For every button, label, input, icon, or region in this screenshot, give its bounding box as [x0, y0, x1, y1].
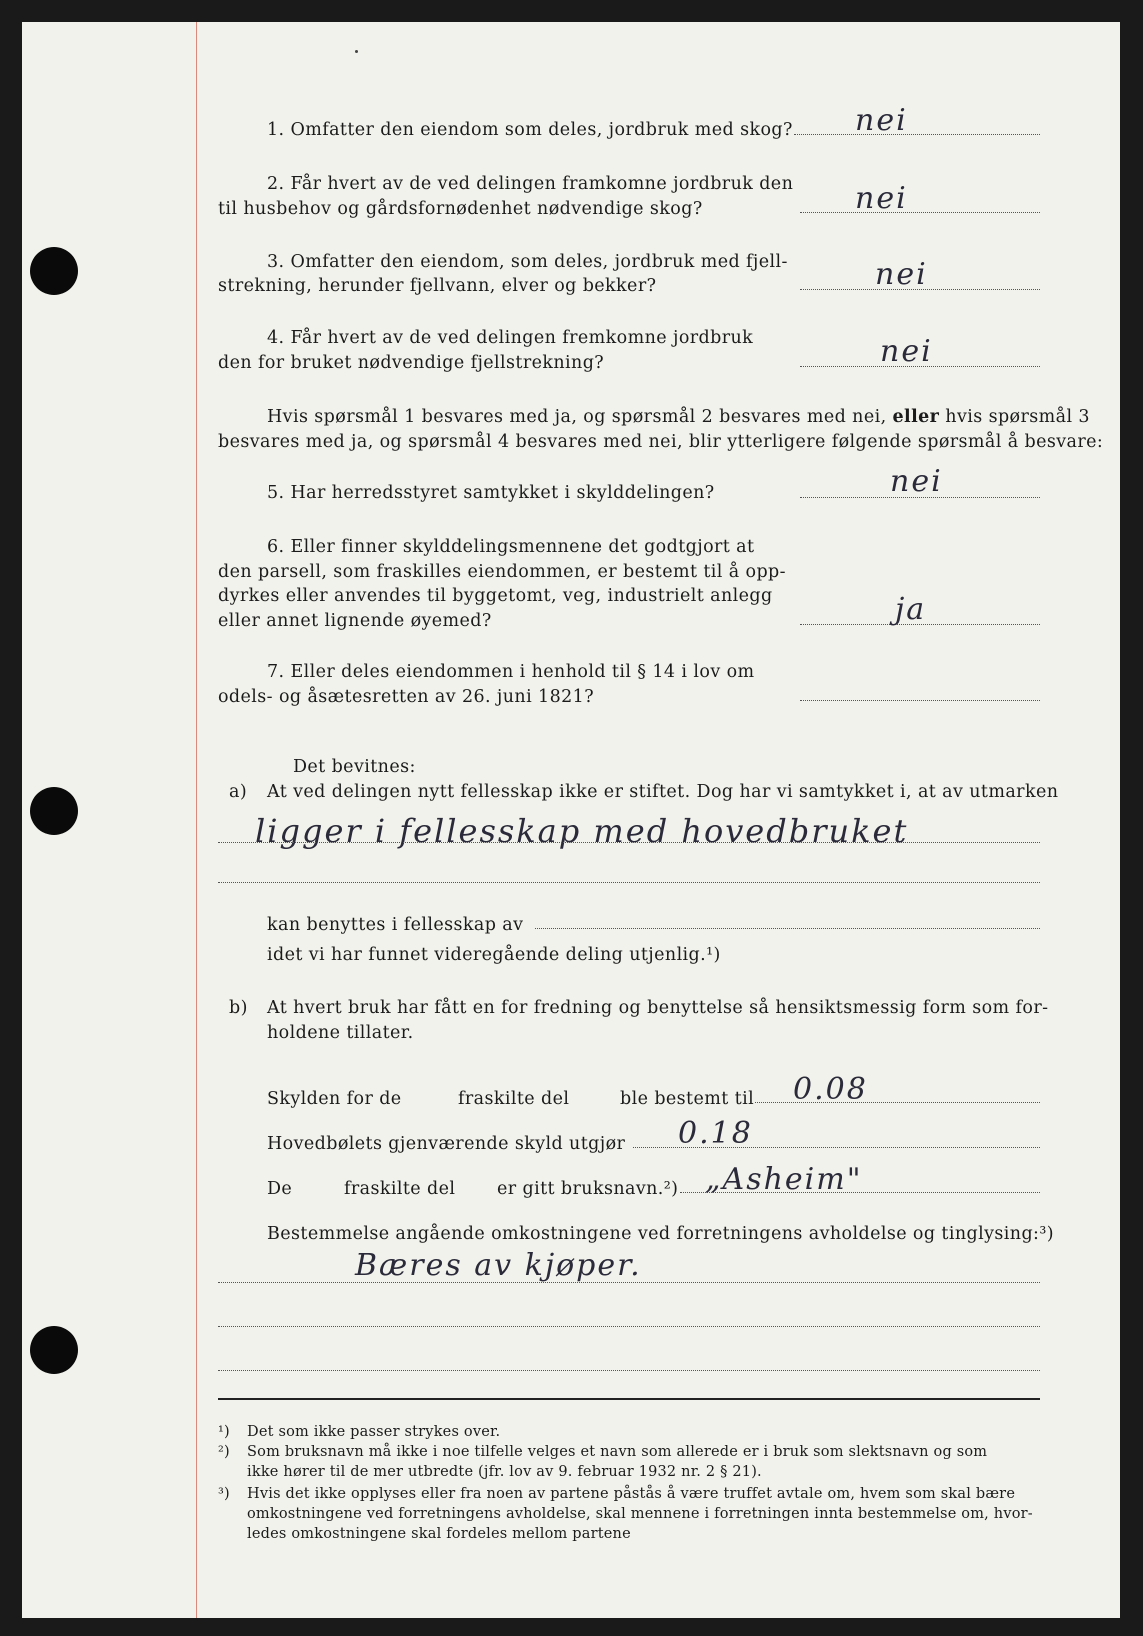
condition-bold-eller: eller — [892, 407, 940, 427]
question-2-line-2: til husbehov og gårdsfornødenhet nødvendige skog? — [218, 199, 703, 219]
condition-text-a: Hvis spørsmål 1 besvares med ja, og spørsmål 2 besvares med nei, — [267, 407, 887, 427]
answer-4: nei — [880, 334, 933, 369]
condition-text-b: hvis spørsmål 3 — [945, 407, 1090, 427]
margin-line — [196, 22, 197, 1618]
attest-a-text: At ved delingen nytt fellesskap ikke er stiftet. Dog har vi samtykket i, at av utmarken — [267, 782, 1059, 802]
question-1: 1. Omfatter den eiendom som deles, jordbruk med skog? — [267, 120, 793, 140]
punch-hole-top — [30, 247, 78, 295]
footnote-3-mark: ³) — [218, 1486, 230, 1502]
question-6-line-1: 6. Eller finner skylddelingsmennene det godtgjort at — [267, 537, 755, 557]
answer-3: nei — [875, 257, 928, 292]
omkostning-line-2 — [218, 1326, 1040, 1327]
punch-hole-bottom — [30, 1326, 78, 1374]
question-6-line-3: dyrkes eller anvendes til byggetomt, veg, industrielt anlegg — [218, 586, 773, 606]
question-3-line-1: 3. Omfatter den eiendom, som deles, jordbruk med fjell- — [267, 252, 788, 272]
footnote-3-line-1: Hvis det ikke opplyses eller fra noen av partene påstås å være truffet avtale om, hvem som skal bære — [247, 1486, 1016, 1502]
hovedbol-label: Hovedbølets gjenværende skyld utgjør — [267, 1134, 626, 1154]
footnote-rule — [218, 1398, 1040, 1400]
question-4-line-1: 4. Får hvert av de ved delingen fremkomne jordbruk — [267, 328, 754, 348]
skyld-label-c: ble bestemt til — [620, 1089, 755, 1109]
answer-2: nei — [855, 181, 908, 216]
bruksnavn-label-b: fraskilte del — [344, 1179, 456, 1199]
hovedbol-value: 0.18 — [678, 1116, 753, 1151]
attest-b-line-2: holdene tillater. — [267, 1023, 414, 1043]
question-4-line-2: den for bruket nødvendige fjellstrekning? — [218, 353, 605, 373]
footnote-1: Det som ikke passer strykes over. — [247, 1424, 501, 1440]
answer-5: nei — [890, 464, 943, 499]
question-6-line-2: den parsell, som fraskilles eiendommen, er bestemt til å opp- — [218, 562, 786, 582]
punch-hole-middle — [30, 787, 78, 835]
bruksnavn-value: „Asheim" — [705, 1162, 863, 1197]
footnote-3-line-2: omkostningene ved forretningens avholdelse, skal mennene i forretningen innta bestemmelse om, hvor- — [247, 1506, 1033, 1522]
bruksnavn-label-c: er gitt bruksnavn.²) — [497, 1179, 679, 1199]
question-7-line-1: 7. Eller deles eiendommen i henhold til § 14 i lov om — [267, 662, 755, 682]
answer-line-1 — [794, 134, 1040, 135]
attest-b-line-1: At hvert bruk har fått en for fredning og benyttelse så hensiktsmessig form som for- — [267, 998, 1049, 1018]
answer-6: ja — [895, 592, 927, 627]
skyld-label-b: fraskilte del — [458, 1089, 570, 1109]
question-6-line-4: eller annet lignende øyemed? — [218, 611, 492, 631]
attest-a-line-2-text: kan benyttes i fellesskap av — [267, 915, 524, 935]
question-5: 5. Har herredsstyret samtykket i skylddelingen? — [267, 483, 715, 503]
question-3-line-2: strekning, herunder fjellvann, elver og bekker? — [218, 276, 657, 296]
omkostning-line-1 — [218, 1282, 1040, 1283]
skyld-label-a: Skylden for de — [267, 1089, 402, 1109]
answer-line-7 — [800, 700, 1040, 701]
footnote-2-line-2: ikke hører til de mer utbredte (jfr. lov av 9. februar 1932 nr. 2 § 21). — [247, 1464, 762, 1480]
attest-a-line-2 — [218, 882, 1040, 883]
attest-a-fill-line — [535, 928, 1040, 929]
attest-heading: Det bevitnes: — [293, 757, 416, 777]
footnote-1-mark: ¹) — [218, 1424, 230, 1440]
footnote-2-line-1: Som bruksnavn må ikke i noe tilfelle velges et navn som allerede er i bruk som slektsnavn og som — [247, 1444, 988, 1460]
bruksnavn-label-a: De — [267, 1179, 293, 1199]
condition-line-1 — [267, 405, 1090, 430]
answer-1: nei — [855, 103, 908, 138]
omkostning-label: Bestemmelse angående omkostningene ved forretningens avholdelse og tinglysing:³) — [267, 1224, 1054, 1244]
attest-a-line-3-text: idet vi har funnet videregående deling utjenlig.¹) — [267, 945, 721, 965]
question-2-line-1: 2. Får hvert av de ved delingen framkomne jordbruk den — [267, 174, 794, 194]
attest-a-handwriting: ligger i fellesskap med hovedbruket — [255, 812, 909, 850]
condition-line-2: besvares med ja, og spørsmål 4 besvares med nei, blir ytterligere følgende spørsmål å besvare: — [218, 432, 1104, 452]
attest-b-label: b) — [229, 998, 248, 1018]
question-7-line-2: odels- og åsætesretten av 26. juni 1821? — [218, 687, 594, 707]
attest-a-line-1 — [218, 842, 1040, 843]
answer-line-2 — [800, 212, 1040, 213]
attest-a-label: a) — [229, 782, 248, 802]
omkostning-value: Bæres av kjøper. — [355, 1248, 642, 1283]
ink-speck — [355, 50, 358, 53]
footnote-2-mark: ²) — [218, 1444, 230, 1460]
omkostning-line-3 — [218, 1370, 1040, 1371]
skyld-value: 0.08 — [793, 1072, 868, 1107]
footnote-3-line-3: ledes omkostningene skal fordeles mellom partene — [247, 1526, 631, 1542]
